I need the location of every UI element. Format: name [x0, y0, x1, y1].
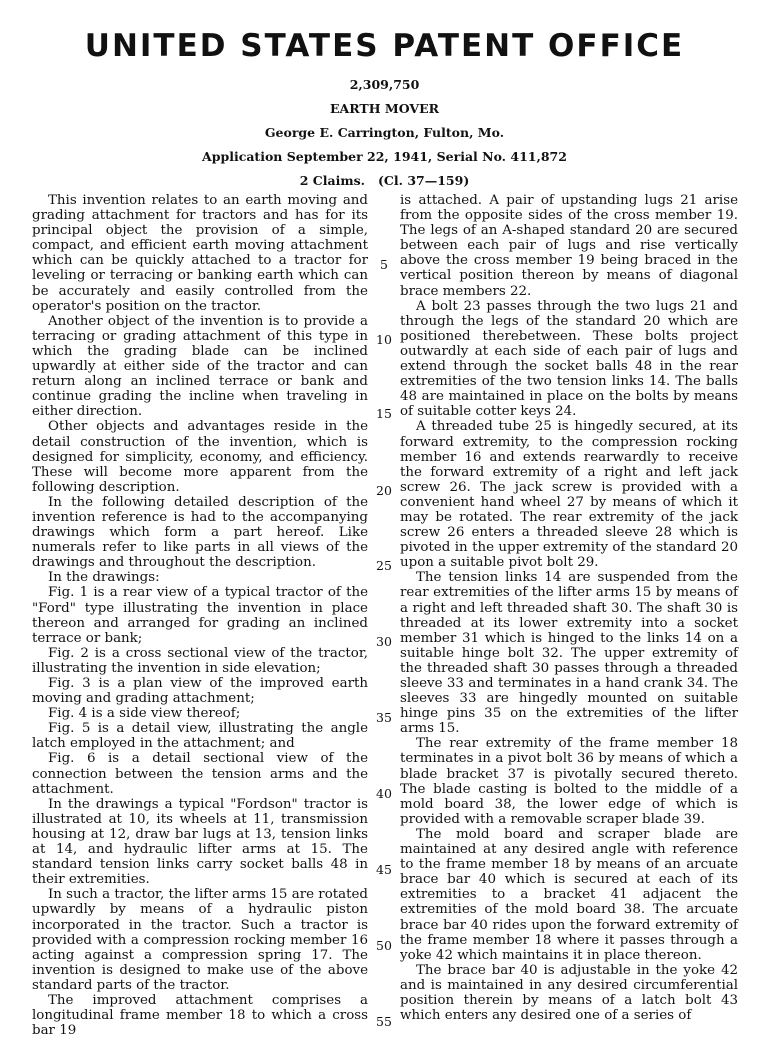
paragraph: The brace bar 40 is adjustable in the yoke 42 and is maintained in any desired circumferential position therein by means of a latch bolt 43 which enters any desired one of a series of — [400, 962, 738, 1024]
claims-line: 2 Claims. (Cl. 37—159) — [299, 173, 470, 188]
line-number: 50 — [376, 938, 392, 953]
paragraph: The improved attachment comprises a longitudinal frame member 18 to which a cross bar 19 — [32, 992, 368, 1039]
right-text-column — [400, 193, 738, 1023]
line-number: 15 — [376, 406, 392, 421]
line-number: 10 — [376, 332, 392, 347]
paragraph: This invention relates to an earth moving and grading attachment for tractors and has for its principal object the provision of a simple, compact, and efficient earth moving attachment which can be quickly attached to a tractor for leveling or terracing or banking earth which can be accurately and easily controlled from the operator's position on the tractor. — [32, 193, 368, 314]
line-number: 45 — [376, 862, 392, 877]
paragraph: The mold board and scraper blade are maintained at any desired angle with reference to the frame member 18 by means of an arcuate brace bar 40 which is secured at each of its extremities to a bracket 41 adjacent the extremities of the mold board 38. The arcuate brace bar 40 rides upon the forward extremity of the frame member 18 where it passes through a yoke 42 which maintains it in place thereon. — [400, 826, 738, 963]
application-line: Application September 22, 1941, Serial No. 411,872 — [202, 149, 567, 164]
line-number: 40 — [376, 786, 392, 801]
office-title: UNITED STATES PATENT OFFICE — [84, 28, 685, 64]
left-text-column — [32, 193, 368, 1038]
line-number: 35 — [376, 710, 392, 725]
patent-number: 2,309,750 — [349, 77, 420, 92]
paragraph: In the following detailed description of the invention reference is had to the accompanying drawings which form a part hereof. Like numerals refer to like parts in all views of the drawings and throughout the description. — [32, 494, 368, 571]
paragraph: A bolt 23 passes through the two lugs 21 and through the legs of the standard 20 which are positioned therebetween. These bolts project outwardly at each side of each pair of lugs and extend through the socket balls 48 in the rear extremities of the two tension links 14. The balls 48 are maintained in place on the bolts by means of suitable cotter keys 24. — [400, 298, 738, 420]
paragraph: In such a tractor, the lifter arms 15 are rotated upwardly by means of a hydraulic piston incorporated in the tractor. Such a tractor is provided with a compression rocking member 16 acting against a compression spring 17. The invention is designed to make use of the above standard parts of the tractor. — [32, 887, 368, 993]
paragraph: The tension links 14 are suspended from the rear extremities of the lifter arms 15 by means of a right and left threaded shaft 30. The shaft 30 is threaded at its lower extremity into a socket member 31 which is hinged to the links 14 on a suitable hinge bolt 32. The upper extremity of the threaded shaft 30 passes through a threaded sleeve 33 and terminates in a hand crank 34. The sleeves 33 are hingedly mounted on suitable hinge pins 35 on the extremities of the lifter arms 15. — [400, 570, 738, 737]
paragraph: Fig. 2 is a cross sectional view of the tractor, illustrating the invention in side elevation; — [32, 645, 368, 676]
paragraph: is attached. A pair of upstanding lugs 21 arise from the opposite sides of the cross member 19. The legs of an A-shaped standard 20 are secured between each pair of lugs and rise vertically above the cross member 19 being braced in the vertical position thereon by means of diagonal brace members 22. — [400, 193, 738, 299]
paragraph: A threaded tube 25 is hingedly secured, at its forward extremity, to the compression rocking member 16 and extends rearwardly to receive the forward extremity of a right and left jack screw 26. The jack screw is provided with a convenient hand wheel 27 by means of which it may be rotated. The rear extremity of the jack screw 26 enters a threaded sleeve 28 which is pivoted in the upper extremity of the standard 20 upon a suitable pivot bolt 29. — [400, 419, 738, 571]
paragraph: In the drawings a typical "Fordson" tractor is illustrated at 10, its wheels at 11, transmission housing at 12, draw bar lugs at 13, tension links at 14, and hydraulic lifter arms at 15. The standard tension links carry socket balls 48 in their extremities. — [32, 796, 368, 888]
inventor-line: George E. Carrington, Fulton, Mo. — [264, 125, 505, 140]
paragraph: Fig. 3 is a plan view of the improved earth moving and grading attachment; — [32, 676, 368, 707]
paragraph: Fig. 5 is a detail view, illustrating the angle latch employed in the attachment; and — [32, 721, 368, 752]
line-number: 5 — [380, 257, 388, 272]
paragraph: Other objects and advantages reside in the detail construction of the invention, which is designed for simplicity, economy, and efficiency. These will become more apparent from the following description. — [32, 419, 368, 495]
invention-title: EARTH MOVER — [330, 101, 439, 116]
paragraph: Fig. 4 is a side view thereof; — [48, 706, 241, 722]
line-number: 20 — [376, 483, 392, 498]
paragraph: Fig. 1 is a rear view of a typical tractor of the "Ford" type illustrating the invention in place thereon and arranged for grading an inclined terrace or bank; — [32, 585, 368, 646]
line-number-gutter — [372, 0, 396, 1057]
line-number: 55 — [376, 1014, 392, 1029]
line-number: 30 — [376, 634, 392, 649]
line-number: 25 — [376, 558, 392, 573]
paragraph: Another object of the invention is to provide a terracing or grading attachment of this type in which the grading blade can be inclined upwardly at either side of the tractor and can return along an inclined terrace or bank and continue grading the incline when traveling in either direction. — [32, 313, 368, 420]
paragraph: Fig. 6 is a detail sectional view of the connection between the tension arms and the attachment. — [32, 751, 368, 797]
paragraph: In the drawings: — [48, 570, 160, 586]
paragraph: The rear extremity of the frame member 18 terminates in a pivot bolt 36 by means of which a blade bracket 37 is pivotally secured thereto. The blade casting is bolted to the middle of a mold board 38, the lower edge of which is provided with a removable scraper blade 39. — [400, 736, 738, 827]
